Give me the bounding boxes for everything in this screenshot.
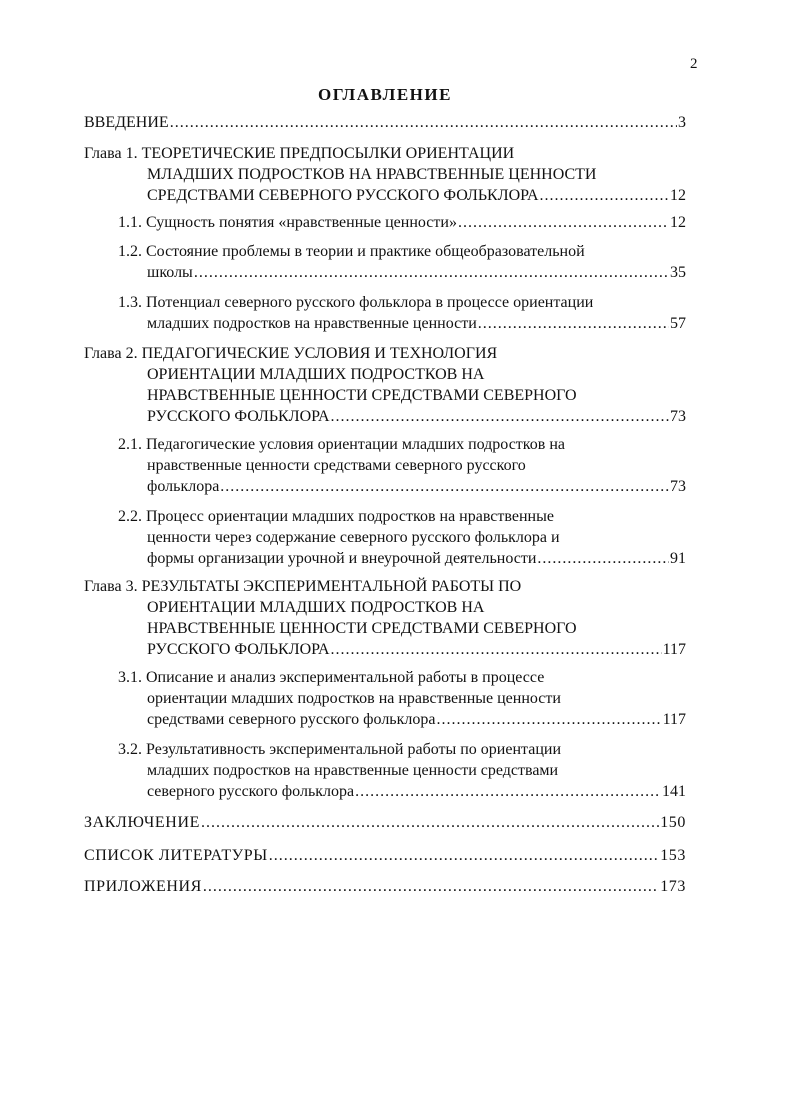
toc-entry-line [118,476,686,497]
toc-entry-label: РУССКОГО ФОЛЬКЛОРА [147,408,330,425]
toc-entry-page: 12 [670,214,686,231]
toc-entry-line [84,639,686,660]
toc-entry-label: фольклора [147,478,220,495]
toc-entry-line: 2.1. Педагогические условия ориентации младших подростков на [118,436,565,453]
toc-entry-line: 3.2. Результативность экспериментальной работы по ориентации [118,741,562,758]
leader-dots [203,876,659,897]
toc-entry-line: 3.1. Описание и анализ экспериментальной работы в процессе [118,669,545,686]
toc-entry-line: младших подростков на нравственные ценности средствами [147,762,559,779]
toc-entry-line [84,845,686,866]
leader-dots [458,212,669,233]
toc-entry-label: ПРИЛОЖЕНИЯ [84,878,202,895]
toc-entry-label: формы организации урочной и внеурочной деятельности [147,550,537,567]
toc-entry-line: ОРИЕНТАЦИИ МЛАДШИХ ПОДРОСТКОВ НА [147,599,485,616]
leader-dots [540,185,669,206]
toc-entry-line [84,112,686,133]
toc-entry-page: 150 [660,814,686,831]
toc-entry-line [84,812,686,833]
toc-entry-page: 117 [662,711,686,728]
leader-dots [194,262,669,283]
toc-entry-chapter-2[interactable] [84,343,686,427]
page-number: 2 [690,56,698,72]
toc-entry-label: СПИСОК ЛИТЕРАТУРЫ [84,847,268,864]
toc-entry-page: 12 [670,187,686,204]
toc-entry-section-1-1[interactable] [118,212,686,233]
toc-entry-line [118,548,686,569]
leader-dots [269,845,659,866]
toc-entry-references[interactable] [84,845,686,866]
leader-dots [201,812,659,833]
toc-entry-chapter-3[interactable] [84,576,686,660]
toc-entry-line [118,709,686,730]
toc-entry-line: Глава 1. ТЕОРЕТИЧЕСКИЕ ПРЕДПОСЫЛКИ ОРИЕНТАЦИИ [84,145,515,162]
toc-entry-chapter-1[interactable] [84,143,686,206]
toc-entry-page: 173 [660,878,686,895]
leader-dots [537,548,669,569]
toc-entry-label: северного русского фольклора [147,783,355,800]
toc-entry-line: ориентации младших подростков на нравственные ценности [147,690,561,707]
toc-entry-line [84,406,686,427]
toc-entry-line: Глава 2. ПЕДАГОГИЧЕСКИЕ УСЛОВИЯ И ТЕХНОЛОГИЯ [84,345,498,362]
toc-entry-section-1-3[interactable] [118,292,686,334]
toc-entry-section-3-2[interactable] [118,739,686,802]
toc-entry-line [118,262,686,283]
toc-entry-label: ЗАКЛЮЧЕНИЕ [84,814,200,831]
toc-entry-label: школы [147,264,193,281]
toc-entry-label: СРЕДСТВАМИ СЕВЕРНОГО РУССКОГО ФОЛЬКЛОРА [147,187,539,204]
toc-entry-line [118,313,686,334]
toc-entry-line: Глава 3. РЕЗУЛЬТАТЫ ЭКСПЕРИМЕНТАЛЬНОЙ РАБОТЫ ПО [84,578,522,595]
toc-entry-line: ценности через содержание северного русского фольклора и [147,529,560,546]
toc-entry-page: 153 [660,847,686,864]
toc-entry-line [84,876,686,897]
toc-entry-label: РУССКОГО ФОЛЬКЛОРА [147,641,330,658]
toc-entry-line: 1.2. Состояние проблемы в теории и практике общеобразовательной [118,243,585,260]
toc-entry-line: нравственные ценности средствами северного русского [147,457,526,474]
toc-entry-page: 57 [670,315,686,332]
toc-entry-intro[interactable] [84,112,686,133]
leader-dots [170,112,677,133]
toc-entry-line: МЛАДШИХ ПОДРОСТКОВ НА НРАВСТВЕННЫЕ ЦЕННОСТИ [147,166,597,183]
toc-entry-line: НРАВСТВЕННЫЕ ЦЕННОСТИ СРЕДСТВАМИ СЕВЕРНОГО [147,620,577,637]
toc-entry-label: средствами северного русского фольклора [147,711,436,728]
leader-dots [478,313,669,334]
toc-entry-section-2-1[interactable] [118,434,686,497]
leader-dots [331,406,669,427]
leader-dots [436,709,661,730]
toc-entry-label: ВВЕДЕНИЕ [84,114,169,131]
toc-entry-page: 73 [670,478,686,495]
toc-entry-page: 91 [670,550,686,567]
toc-entry-label: 1.1. Сущность понятия «нравственные ценности» [118,214,457,231]
toc-entry-label: младших подростков на нравственные ценности [147,315,477,332]
toc-entry-page: 141 [662,783,686,800]
toc-entry-section-2-2[interactable] [118,506,686,569]
toc-entry-line: 2.2. Процесс ориентации младших подростков на нравственные [118,508,554,525]
toc-entry-appendices[interactable] [84,876,686,897]
toc-entry-line: 1.3. Потенциал северного русского фольклора в процессе ориентации [118,294,594,311]
leader-dots [355,781,661,802]
leader-dots [331,639,662,660]
toc-title: ОГЛАВЛЕНИЕ [318,85,452,104]
toc-entry-section-3-1[interactable] [118,667,686,730]
toc-entry-page: 35 [670,264,686,281]
toc-entry-conclusion[interactable] [84,812,686,833]
toc-entry-section-1-2[interactable] [118,241,686,283]
leader-dots [220,476,669,497]
toc-entry-line [84,185,686,206]
toc-entry-line: ОРИЕНТАЦИИ МЛАДШИХ ПОДРОСТКОВ НА [147,366,485,383]
toc-entry-page: 3 [678,114,686,131]
toc-entry-line: НРАВСТВЕННЫЕ ЦЕННОСТИ СРЕДСТВАМИ СЕВЕРНОГО [147,387,577,404]
toc-entry-line [118,781,686,802]
toc-entry-page: 73 [670,408,686,425]
toc-entry-page: 117 [662,641,686,658]
toc-entry-line [118,212,686,233]
